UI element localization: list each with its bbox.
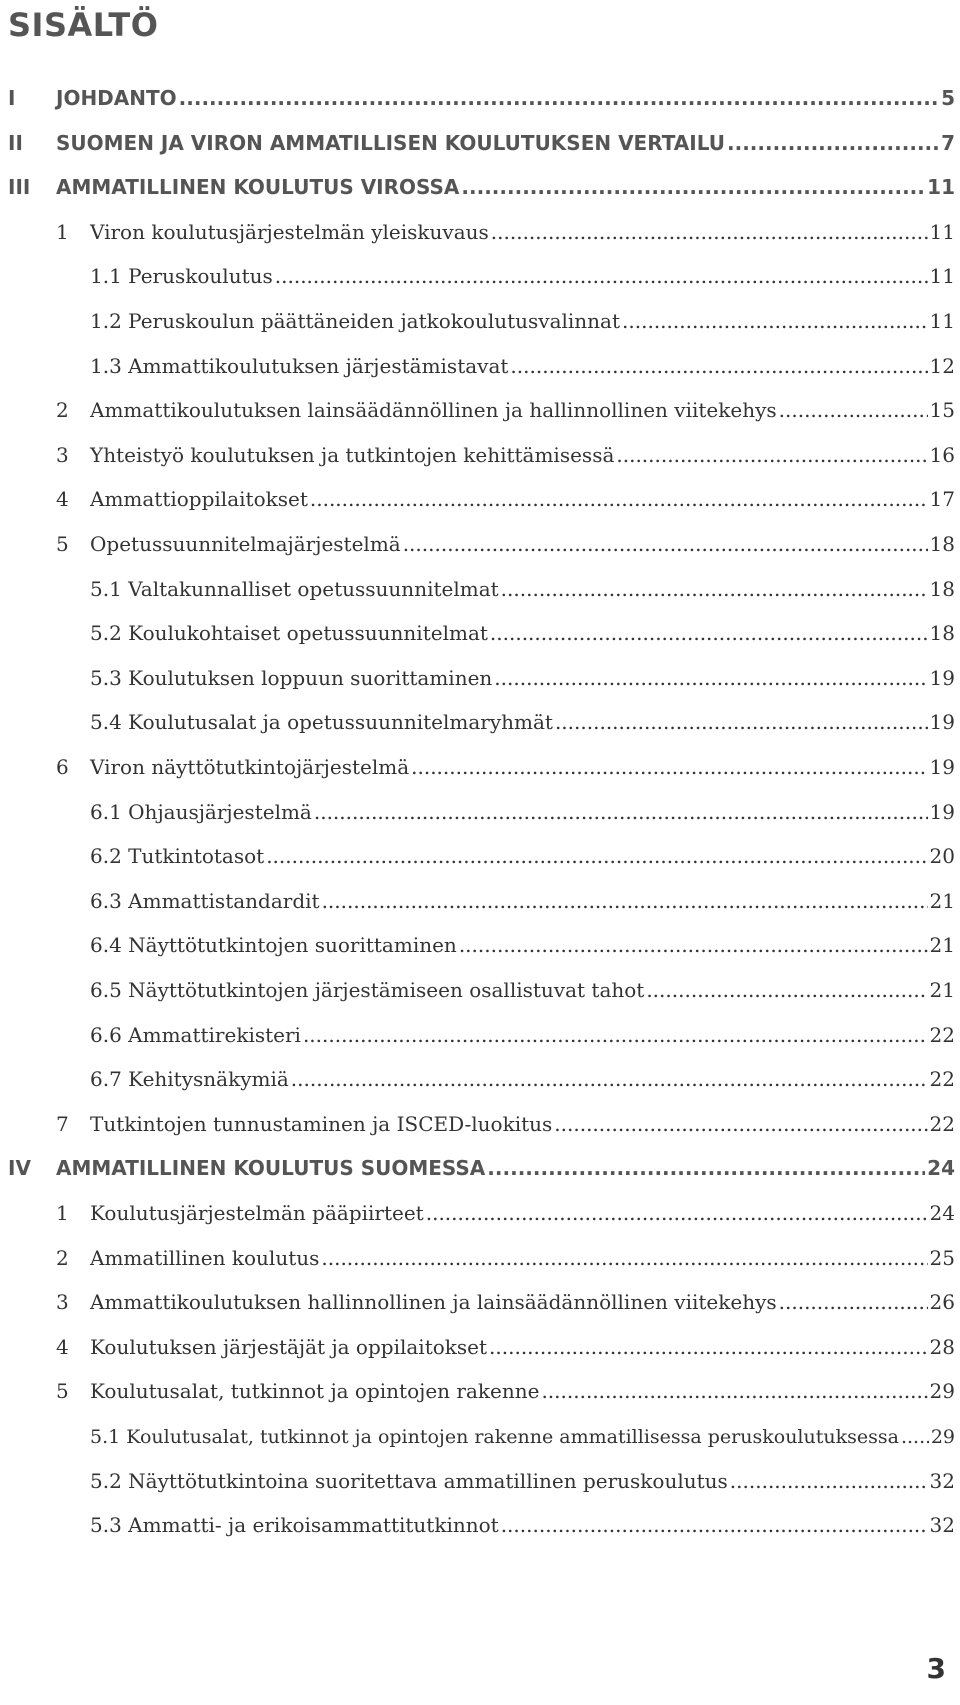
toc-entry-page: 29	[930, 1426, 955, 1448]
leader-dots	[510, 354, 927, 378]
toc-entry-page: 19	[929, 755, 955, 779]
toc-entry-label: Koulutusalat, tutkinnot ja opintojen rakenne	[90, 1379, 540, 1404]
leader-dots	[555, 710, 928, 734]
toc-entry-page: 12	[929, 353, 955, 378]
toc-entry	[0, 163, 960, 199]
toc-entry-page: 15	[929, 398, 955, 423]
toc-entry-page: 32	[929, 1513, 955, 1538]
toc-entry-label: JOHDANTO	[56, 86, 177, 110]
toc-entry-label: Ammattikoulutuksen lainsäädännöllinen ja hallinnollinen viitekehys	[90, 398, 777, 423]
toc-entry	[0, 1501, 960, 1537]
toc-entry	[0, 743, 960, 779]
toc-entry	[0, 1100, 960, 1136]
toc-entry	[0, 475, 960, 511]
toc-entry-page: 21	[929, 933, 955, 958]
toc-entry	[0, 698, 960, 734]
leader-dots	[541, 1379, 927, 1403]
toc-entry	[0, 1412, 960, 1448]
toc-entry-page: 32	[929, 1468, 955, 1493]
leader-dots	[494, 666, 927, 690]
toc-entry-page: 16	[929, 442, 955, 467]
toc-entry	[0, 74, 960, 110]
toc-entry-number: I	[8, 86, 16, 110]
toc-entry-page: 21	[929, 888, 955, 913]
leader-dots	[489, 1335, 928, 1359]
toc-entry-page: 22	[929, 1067, 955, 1092]
toc-entry-label: 1.2 Peruskoulun päättäneiden jatkokoulutusvalinnat	[90, 309, 621, 333]
toc-entry-label: 6.1 Ohjausjärjestelmä	[90, 799, 312, 824]
toc-entry-label: SUOMEN JA VIRON AMMATILLISEN KOULUTUKSEN VERTAILU	[56, 130, 725, 155]
leader-dots	[779, 398, 928, 422]
toc-entry-page: 5	[941, 86, 955, 110]
toc-entry-label: AMMATILLINEN KOULUTUS VIROSSA	[56, 175, 460, 200]
toc-entry	[0, 654, 960, 690]
toc-entry-number: 4	[56, 487, 69, 512]
toc-entry-page: 21	[929, 978, 955, 1002]
toc-entry-number: III	[8, 175, 31, 200]
page-title: SISÄLTÖ	[8, 6, 159, 44]
toc-entry-label: Yhteistyö koulutuksen ja tutkintojen kehittämisessä	[90, 442, 615, 467]
leader-dots	[459, 933, 928, 957]
leader-dots	[314, 800, 928, 824]
toc-entry	[0, 208, 960, 244]
toc-entry	[0, 1457, 960, 1493]
toc-entry-label: 5.1 Valtakunnalliset opetussuunnitelmat	[90, 576, 499, 601]
toc-entry-label: Ammattikoulutuksen hallinnollinen ja lainsäädännöllinen viitekehys	[90, 1290, 777, 1315]
toc-entry-number: 2	[56, 1245, 69, 1270]
toc-entry	[0, 1323, 960, 1359]
toc-entry-label: 5.2 Näyttötutkintoina suoritettava ammatillinen peruskoulutus	[90, 1468, 728, 1493]
toc-entry-number: 7	[56, 1111, 69, 1136]
toc-entry-page: 24	[929, 1201, 955, 1225]
toc-entry-page: 19	[929, 665, 955, 690]
toc-entry	[0, 342, 960, 378]
toc-entry	[0, 609, 960, 645]
toc-entry-page: 20	[929, 844, 955, 869]
toc-entry-page: 26	[929, 1290, 955, 1315]
toc-entry	[0, 832, 960, 868]
toc-entry	[0, 252, 960, 288]
toc-entry-label: 6.5 Näyttötutkintojen järjestämiseen osallistuvat tahot	[90, 978, 645, 1002]
toc-entry	[0, 431, 960, 467]
leader-dots	[461, 175, 925, 199]
page-number: 3	[926, 1652, 946, 1685]
toc-entry-label: 6.7 Kehitysnäkymiä	[90, 1067, 289, 1092]
leader-dots	[303, 1023, 928, 1047]
toc-entry	[0, 1011, 960, 1047]
toc-entry	[0, 565, 960, 601]
toc-entry-label: Viron koulutusjärjestelmän yleiskuvaus	[90, 219, 489, 244]
leader-dots	[491, 220, 928, 244]
toc-entry-label: 1.3 Ammattikoulutuksen järjestämistavat	[90, 353, 509, 378]
toc-entry-number: 1	[56, 1201, 69, 1225]
toc-entry	[0, 1055, 960, 1091]
toc-entry-number: IV	[8, 1156, 31, 1181]
leader-dots	[730, 1469, 928, 1493]
toc-entry-number: 4	[56, 1334, 69, 1359]
leader-dots	[275, 264, 928, 288]
toc-entry-page: 7	[941, 130, 955, 155]
toc-entry-label: 5.4 Koulutusalat ja opetussuunnitelmaryhmät	[90, 710, 553, 735]
leader-dots	[403, 532, 928, 556]
toc-entry-number: 6	[56, 755, 69, 779]
toc-entry	[0, 877, 960, 913]
leader-dots	[490, 621, 928, 645]
toc-entry	[0, 297, 960, 333]
toc-entry-page: 11	[929, 309, 955, 333]
toc-entry-label: 6.4 Näyttötutkintojen suorittaminen	[90, 933, 457, 958]
toc-entry-number: 1	[56, 219, 69, 244]
toc-entry	[0, 119, 960, 155]
leader-dots	[622, 309, 928, 333]
toc-entry-page: 28	[929, 1334, 955, 1359]
leader-dots	[266, 844, 927, 868]
leader-dots	[779, 1290, 928, 1314]
toc-entry-number: II	[8, 130, 23, 155]
toc-entry-label: 5.3 Koulutuksen loppuun suorittaminen	[90, 665, 493, 690]
toc-entry-page: 17	[929, 487, 955, 512]
toc-entry	[0, 520, 960, 556]
toc-entry-page: 19	[929, 710, 955, 735]
toc-entry-label: 6.2 Tutkintotasot	[90, 844, 265, 869]
toc-entry	[0, 1234, 960, 1270]
toc-entry-page: 18	[929, 576, 955, 601]
leader-dots	[616, 443, 927, 467]
toc-entry-label: 1.1 Peruskoulutus	[90, 264, 273, 289]
toc-entry-label: Ammatillinen koulutus	[90, 1245, 320, 1270]
leader-dots	[487, 1156, 925, 1180]
leader-dots	[291, 1067, 928, 1091]
toc-entry-label: Ammattioppilaitokset	[90, 487, 308, 512]
toc-entry	[0, 966, 960, 1002]
leader-dots	[501, 1513, 928, 1537]
toc-entry-page: 22	[929, 1111, 955, 1136]
toc-entry-page: 19	[929, 799, 955, 824]
leader-dots	[310, 487, 928, 511]
toc-entry-label: Viron näyttötutkintojärjestelmä	[90, 755, 410, 779]
toc-entry-number: 5	[56, 532, 69, 556]
toc-entry-page: 25	[929, 1245, 955, 1270]
leader-dots	[646, 978, 927, 1002]
toc-entry	[0, 1144, 960, 1180]
toc-entry	[0, 1189, 960, 1225]
toc-entry-page: 29	[929, 1379, 955, 1404]
leader-dots	[411, 755, 927, 779]
toc-entry-number: 5	[56, 1379, 69, 1404]
leader-dots	[901, 1426, 929, 1448]
toc-entry-page: 11	[927, 175, 955, 200]
toc-entry-page: 11	[929, 219, 955, 244]
toc-entry-number: 2	[56, 398, 69, 423]
toc-entry-label: 5.3 Ammatti- ja erikoisammattitutkinnot	[90, 1513, 499, 1538]
toc-entry-label: 5.2 Koulukohtaiset opetussuunnitelmat	[90, 621, 488, 646]
toc-entry-label: 6.6 Ammattirekisteri	[90, 1022, 301, 1047]
leader-dots	[321, 1246, 927, 1270]
toc-entry-label: Koulutuksen järjestäjät ja oppilaitokset	[90, 1334, 488, 1359]
leader-dots	[501, 577, 928, 601]
toc-entry	[0, 788, 960, 824]
toc-entry	[0, 1367, 960, 1403]
toc-entry-label: AMMATILLINEN KOULUTUS SUOMESSA	[56, 1156, 486, 1181]
toc-entry-page: 11	[929, 264, 955, 289]
toc-entry-number: 3	[56, 1290, 69, 1315]
toc-entry-label: Koulutusjärjestelmän pääpiirteet	[90, 1201, 424, 1225]
toc-entry-page: 22	[929, 1022, 955, 1047]
leader-dots	[426, 1201, 928, 1225]
toc-entry	[0, 921, 960, 957]
leader-dots	[554, 1112, 927, 1136]
toc-entry-page: 18	[929, 532, 955, 556]
leader-dots	[322, 889, 928, 913]
toc-entry	[0, 1278, 960, 1314]
toc-entry-label: Opetussuunnitelmajärjestelmä	[90, 532, 401, 556]
toc-entry-label: 6.3 Ammattistandardit	[90, 888, 320, 913]
toc-entry-number: 3	[56, 442, 69, 467]
toc-entry	[0, 386, 960, 422]
toc-entry-label: 5.1 Koulutusalat, tutkinnot ja opintojen rakenne ammatillisessa peruskoulutuksessa	[90, 1426, 899, 1448]
toc-entry-page: 18	[929, 621, 955, 646]
toc-entry-page: 24	[927, 1156, 955, 1181]
toc-entry-label: Tutkintojen tunnustaminen ja ISCED-luokitus	[90, 1111, 553, 1136]
leader-dots	[179, 86, 939, 110]
leader-dots	[727, 131, 939, 155]
